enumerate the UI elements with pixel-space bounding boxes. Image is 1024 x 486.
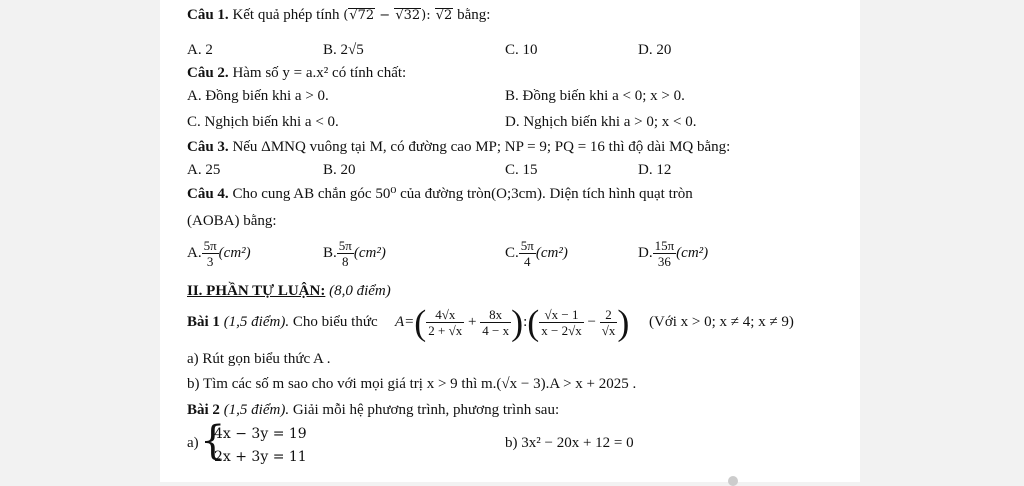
- q3-option-c[interactable]: C. 15: [505, 162, 538, 178]
- q1-stem: Câu 1. Kết quả phép tính (√72 − √32): √2 bằng:: [187, 7, 491, 23]
- bai1-part-a: a) Rút gọn biểu thức A .: [187, 351, 331, 367]
- q3-option-b[interactable]: B. 20: [323, 162, 356, 178]
- q1-option-a[interactable]: A. 2: [187, 42, 213, 58]
- bai2-part-a-label: a): [187, 435, 199, 451]
- part2-heading: II. PHẦN TỰ LUẬN: (8,0 điểm): [187, 283, 391, 299]
- q3-option-d[interactable]: D. 12: [638, 162, 672, 178]
- bai1-expression: A=( $\frac{4√x}{2 + √x}$ + $\frac{8x}{4 - x}$ ):( $\frac{√x - 1}{x - 2√x}$ − $\frac{2}{√x}$ ): [395, 302, 630, 343]
- q4-stem: Câu 4. Cho cung AB chắn góc 50⁰ của đường tròn(O;3cm). Diện tích hình quạt tròn: [187, 186, 693, 202]
- q2-option-a[interactable]: A. Đồng biến khi a > 0.: [187, 88, 329, 104]
- q4-option-d[interactable]: D. $\frac{15\pi}{36}$ (cm²): [638, 238, 709, 269]
- bai1-part-b: b) Tìm các số m sao cho với mọi giá trị x > 9 thì m.(√x − 3).A > x + 2025 .: [187, 376, 637, 392]
- bai1-condition: (Với x > 0; x ≠ 4; x ≠ 9): [649, 314, 794, 330]
- bai2-part-b: b) 3x² − 20x + 12 = 0: [505, 435, 634, 451]
- q2-option-c[interactable]: C. Nghịch biến khi a < 0.: [187, 114, 339, 130]
- q1-option-b[interactable]: B. 2√5: [323, 42, 364, 58]
- q4-option-b[interactable]: B. $\frac{5\pi}{8}$ (cm²): [323, 238, 386, 269]
- scroll-indicator: [728, 476, 738, 486]
- q2-option-d[interactable]: D. Nghịch biến khi a > 0; x < 0.: [505, 114, 697, 130]
- q1-expression: (√72 − √32): √2: [343, 8, 453, 23]
- q1-option-d[interactable]: D. 20: [638, 42, 672, 58]
- q4-stem-line2: (AOBA) bằng:: [187, 213, 277, 229]
- bai2-eq2: 2x + 3y = 11: [214, 449, 307, 465]
- bai1-stem: Bài 1 (1,5 điểm). Cho biểu thức: [187, 314, 378, 330]
- left-margin: [0, 0, 160, 482]
- q3-option-a[interactable]: A. 25: [187, 162, 221, 178]
- bai2-eq1: 4x − 3y = 19: [214, 426, 307, 442]
- q3-stem: Câu 3. Nếu ΔMNQ vuông tại M, có đường cao MP; NP = 9; PQ = 16 thì độ dài MQ bằng:: [187, 139, 731, 155]
- q4-option-a[interactable]: A. $\frac{5\pi}{3}$ (cm²): [187, 238, 251, 269]
- bai2-stem: Bài 2 (1,5 điểm). Giải mỗi hệ phương trình, phương trình sau:: [187, 402, 560, 418]
- q2-option-b[interactable]: B. Đồng biến khi a < 0; x > 0.: [505, 88, 685, 104]
- q1-option-c[interactable]: C. 10: [505, 42, 538, 58]
- q2-stem: Câu 2. Hàm số y = a.x² có tính chất:: [187, 65, 407, 81]
- q4-option-c[interactable]: C. $\frac{5\pi}{4}$ (cm²): [505, 238, 568, 269]
- right-margin: [860, 0, 1024, 482]
- system-brace: {: [200, 418, 226, 464]
